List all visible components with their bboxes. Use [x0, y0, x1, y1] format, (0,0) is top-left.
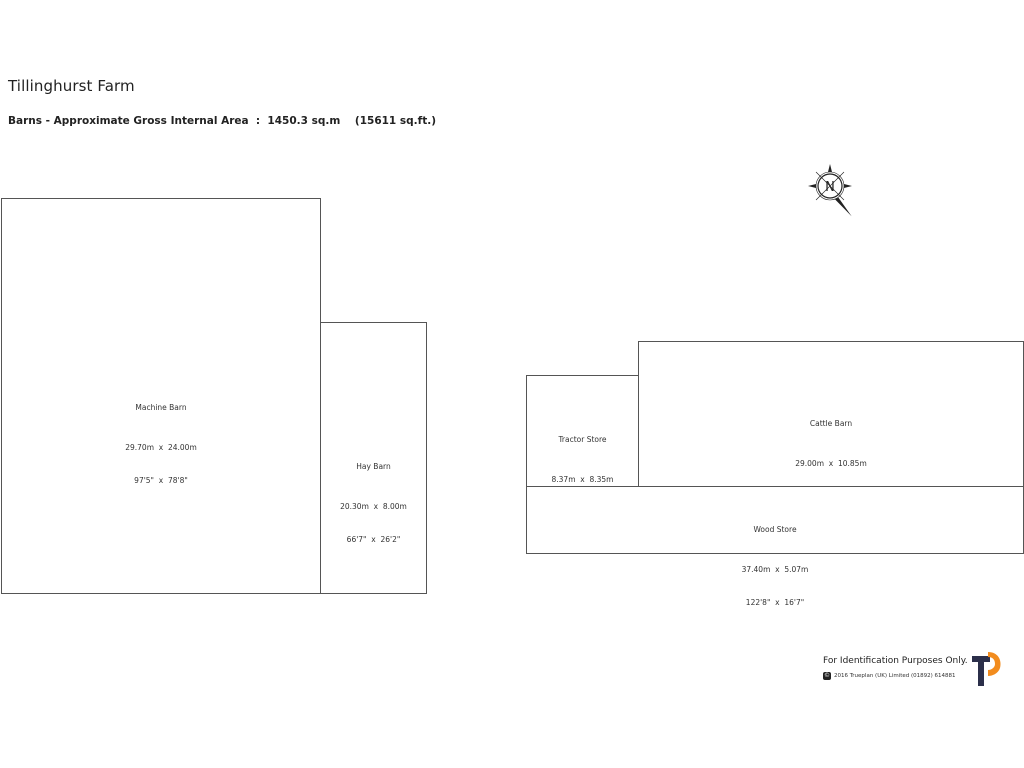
room-imperial: 122'8" x 16'7"	[745, 598, 805, 607]
copyright-line	[823, 672, 956, 680]
room-name: Tractor Store	[558, 435, 607, 444]
room-name: Wood Store	[753, 525, 797, 534]
area-subtitle: Barns - Approximate Gross Internal Area : 1450.3 sq.m (15611 sq.ft.)	[8, 115, 437, 127]
copyright-text: 2016 Trueplan (UK) Limited (01892) 614881	[834, 673, 956, 679]
room-metric: 20.30m x 8.00m	[340, 502, 407, 511]
hay-barn	[320, 322, 427, 594]
cattle-barn	[638, 341, 1024, 487]
room-metric: 8.37m x 8.35m	[551, 475, 614, 484]
tractor-store	[526, 375, 639, 487]
room-name: Cattle Barn	[809, 419, 853, 428]
room-name: Machine Barn	[135, 403, 187, 412]
identification-note: For Identification Purposes Only.	[823, 656, 968, 666]
page-title: Tillinghurst Farm	[8, 77, 135, 95]
copyright-icon: ©	[824, 672, 830, 679]
wood-store	[526, 486, 1024, 607]
room-imperial: 66'7" x 26'2"	[346, 535, 401, 544]
room-metric: 37.40m x 5.07m	[741, 565, 809, 574]
compass-icon	[804, 160, 860, 224]
trueplan-logo-icon	[970, 650, 1004, 690]
room-metric: 29.00m x 10.85m	[795, 459, 867, 468]
room-metric: 29.70m x 24.00m	[125, 443, 197, 452]
room-name: Hay Barn	[356, 462, 391, 471]
compass-letter: N	[825, 180, 835, 195]
room-imperial: 97'5" x 78'8"	[134, 476, 188, 485]
machine-barn	[1, 198, 321, 594]
